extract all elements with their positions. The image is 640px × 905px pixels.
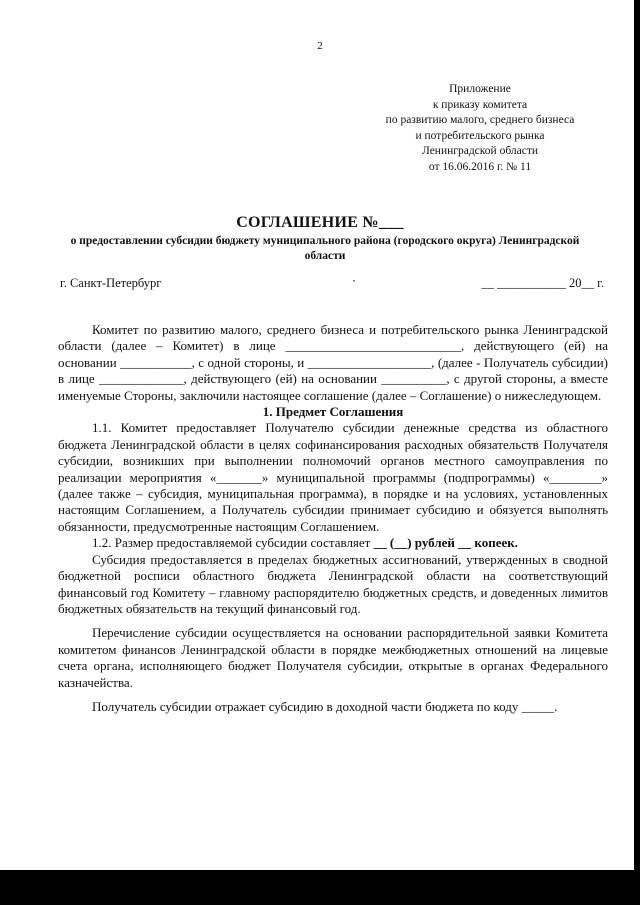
appendix-line: от 16.06.2016 г. № 11 — [428, 160, 532, 173]
clause-1-2-text: 1.2. Размер предоставляемой субсидии составляет — [92, 535, 371, 551]
appendix-line: и потребительского рынка — [415, 129, 545, 142]
agreement-title: СОГЛАШЕНИЕ №___ — [236, 214, 404, 231]
appendix-line: Приложение — [449, 83, 511, 95]
city-place: г. Санкт-Петербург — [60, 276, 162, 290]
subsidy-amount: __ (__) рублей __ копеек. — [373, 535, 518, 551]
scan-edge-bottom — [0, 870, 640, 905]
page-number: 2 — [317, 40, 323, 52]
date-placeholder: __ ___________ 20__ г. — [481, 276, 604, 290]
agreement-subtitle: о предоставлении субсидии бюджету муниципального района (городского округа) Ленинградской области — [70, 235, 580, 262]
transfer-paragraph: Перечисление субсидии осуществляется на основании распорядительной заявки Комитета комитетом финансов Ленинградской области в порядке межбюджетных отношений на лицевые счета органа, исполняющего бюджет Получателя субсидии, открытые в органах Федерального казначейства. — [58, 625, 608, 690]
appendix-line: Ленинградской области — [421, 145, 539, 157]
intro-paragraph: Комитет по развитию малого, среднего бизнеса и потребительского рынка Ленинградской области (далее – Комитет) в лице ___________________________, действующего (ей) на основании ___________, с одной стороны, и ___________________, (далее - Получатель субсидии) в лице _____________, действующего (ей) на основании __________, с другой стороны, а вместе именуемые Стороны, заключили настоящее соглашение (далее – Соглашение) о нижеследующем. — [58, 322, 608, 403]
scan-edge-right — [634, 0, 640, 905]
subsidy-limits-paragraph: Субсидия предоставляется в пределах бюджетных ассигнований, утвержденных в сводной бюджетной росписи областного бюджета Ленинградской области на соответствующий финансовый год Комитету – главному распорядителю бюджетных средств, и доведенных лимитов бюджетных обязательств на текущий финансовый год. — [58, 551, 608, 616]
appendix-line: по развитию малого, среднего бизнеса — [385, 114, 575, 126]
section-1-heading: 1. Предмет Соглашения — [262, 404, 404, 420]
clause-1-1: 1.1. Комитет предоставляет Получателю субсидии денежные средства из областного бюджета Ленинградской области в целях софинансирования расходных обязательств Получателя субсидии, возникших при выполнении полномочий органов местного самоуправления по реализации мероприятия «_______» муниципальной программы (подпрограммы) «________» (далее также – субсидия, муниципальная программа), в порядке и на условиях, установленных настоящим Соглашением, а Получатель субсидии принимает субсидию и обязуется выполнять обязанности, предусмотренные настоящим Соглашением. — [58, 420, 608, 534]
appendix-line: к приказу комитета — [432, 98, 528, 111]
clause-1-2 — [58, 535, 608, 551]
stray-dot: · — [352, 274, 357, 288]
reflect-paragraph: Получатель субсидии отражает субсидию в доходной части бюджета по коду _____. — [92, 698, 558, 714]
agreement-body — [58, 322, 608, 715]
appendix-block — [360, 82, 600, 175]
